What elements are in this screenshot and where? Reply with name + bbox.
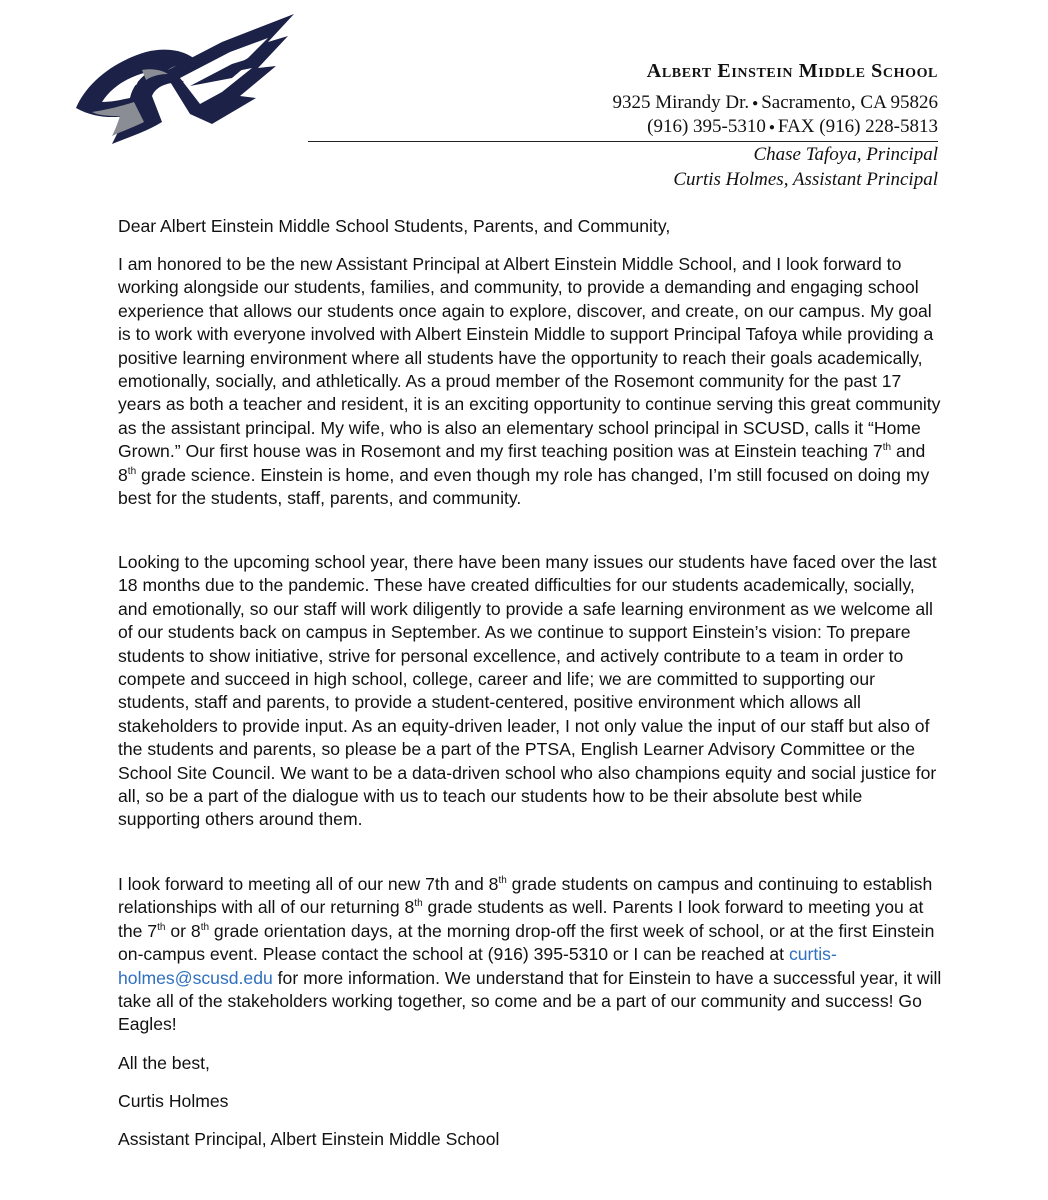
paragraph-upcoming-year: Looking to the upcoming school year, there have been many issues our students have faced over the last 18 months due to the pandemic. These have created difficulties for our students academically, socially, and emotionally, so our staff will work diligently to provide a safe learning environment as we welcome all of our students back on campus in September. As we continue to support Einstein’s vision: To prepare students to show initiative, strive for personal excellence, and actively contribute to a team in order to compete and succeed in high school, college, career and life; we are committed to supporting our students, staff and parents, to provide a student-centered, positive environment which allows all stakeholders to provide input. As an equity-driven leader, I not only value the input of our staff but also of the students and parents, so please be a part of the PTSA, English Learner Advisory Committee or the School Site Council. We want to be a data-driven school who also champions equity and social justice for all, so be a part of the dialogue with us to teach our students how to be their absolute best while supporting others around them. (118, 552, 937, 830)
bullet-dot-icon: ● (752, 98, 759, 110)
paragraph-introduction: I am honored to be the new Assistant Principal at Albert Einstein Middle School, and I look forward to working alongside our students, families, and community, to provide a demanding and engaging school experience that allows our students once again to explore, discover, and create, on our campus. My goal is to work with everyone involved with Albert Einstein Middle to support Principal Tafoya while providing a positive learning environment where all students have the opportunity to reach their goals academically, emotionally, socially, and athletically. As a proud member of the Rosemont community for the past 17 years as both a teacher and resident, it is an exciting opportunity to continue serving this great community as the assistant principal. My wife, who is also an elementary school principal in SCUSD, calls it “Home Grown.” Our first house was in Rosemont and my first teaching position was at Einstein teaching 7th and 8th grade science. Einstein is home, and even though my role has changed, I’m still focused on doing my best for the students, staff, parents, and community. (118, 254, 941, 509)
signer-title: Assistant Principal, Albert Einstein Middle School (118, 1129, 500, 1149)
principal-line: Chase Tafoya, Principal (753, 144, 938, 165)
school-address (612, 92, 938, 114)
letterhead-divider (308, 141, 938, 142)
assistant-principal-line: Curtis Holmes, Assistant Principal (673, 169, 938, 190)
school-name: Albert Einstein Middle School (646, 60, 938, 82)
school-contact (647, 116, 938, 138)
street-address: 9325 Mirandy Dr. (612, 92, 750, 113)
school-phone: (916) 395-5310 (647, 116, 766, 137)
bullet-dot-icon: ● (768, 122, 775, 134)
email-link[interactable]: curtis-holmes@scusd.edu (118, 944, 837, 988)
paragraph-meeting: I look forward to meeting all of our new 7th and 8th grade students on campus and continuing to establish relationships with all of our returning 8th grade students as well. Parents I look forward to meeting you at the 7th or 8th grade orientation days, at the morning drop-off the first week of school, or at the first Einstein on-campus event. Please contact the school at (916) 395-5310 or I can be reached at curtis-holmes@scusd.edu for more information. We understand that for Einstein to have a successful year, it will take all of the stakeholders working together, so come and be a part of our community and success! Go Eagles! (118, 874, 942, 1035)
eagle-logo-icon (72, 12, 296, 148)
city-state-zip: Sacramento, CA 95826 (761, 92, 938, 113)
signer-name: Curtis Holmes (118, 1091, 229, 1111)
letter-greeting: Dear Albert Einstein Middle School Students, Parents, and Community, (118, 216, 671, 236)
letter-closing: All the best, (118, 1053, 210, 1073)
school-fax: FAX (916) 228-5813 (777, 116, 938, 137)
